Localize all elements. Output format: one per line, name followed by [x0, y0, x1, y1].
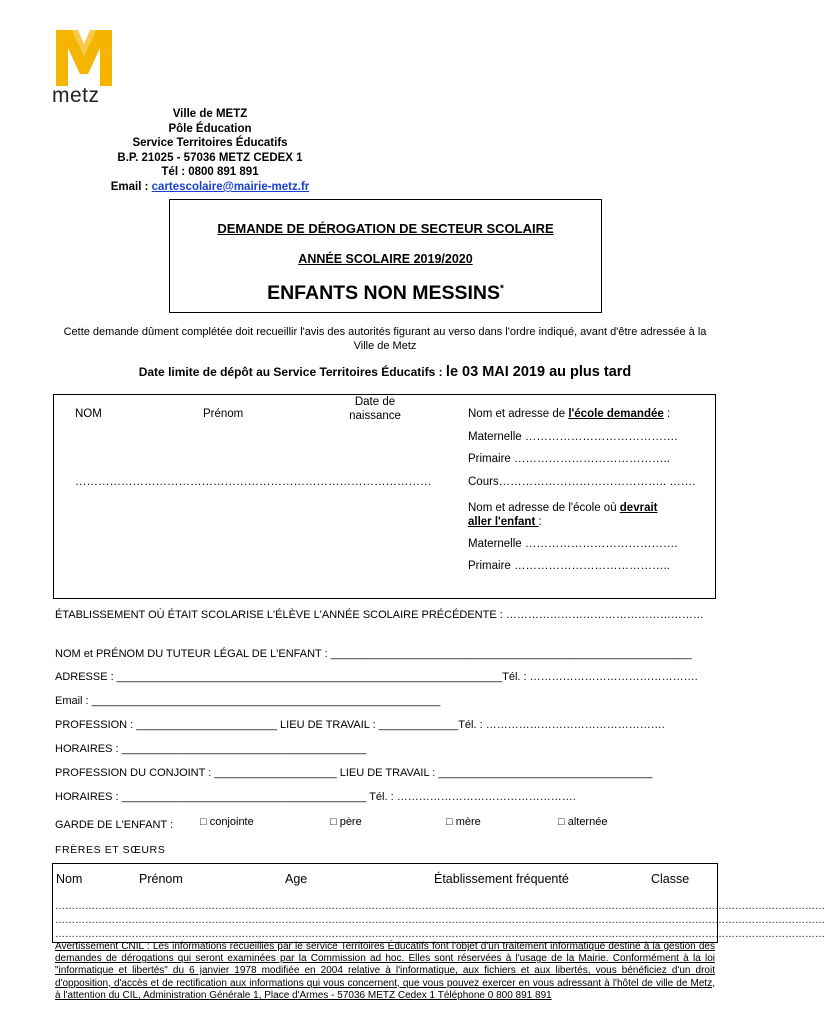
prenom-label: Prénom — [203, 408, 244, 420]
email-link[interactable]: cartescolaire@mairie-metz.fr — [151, 180, 310, 193]
requested-primaire[interactable]: Primaire ………………………………….. — [468, 453, 670, 465]
siblings-header-classe: Classe — [651, 872, 690, 886]
requested-prefix: Nom et adresse de — [468, 408, 569, 420]
garde-option-conjointe[interactable]: □ conjointe — [200, 816, 254, 828]
email-label: Email : — [110, 180, 152, 193]
garde-option-alternee[interactable]: □ alternée — [558, 816, 608, 828]
header-line: Ville de METZ — [172, 108, 248, 120]
siblings-row[interactable]: …………………………………………………………………………………………………………………………………………………………………………………………………………… — [55, 929, 825, 940]
header-line: Service Territoires Éducatifs — [132, 137, 288, 150]
siblings-header-prenom: Prénom — [139, 872, 183, 886]
siblings-label: FRÈRES ET SŒURS — [55, 844, 166, 856]
should-prefix: Nom et adresse de l'école où — [468, 502, 620, 514]
header-line: Tél : 0800 891 891 — [161, 166, 259, 179]
date-line2: naissance — [349, 410, 401, 422]
requested-school-label — [468, 408, 670, 420]
requested-suffix: : — [663, 408, 671, 420]
profession-conjoint-field[interactable]: PROFESSION DU CONJOINT : ____________________ LIEU DE TRAVAIL : ___________________________________ — [55, 767, 653, 779]
siblings-row[interactable]: …………………………………………………………………………………………………………………………………………………………………………………………………………… — [55, 901, 825, 912]
header-address — [95, 107, 325, 195]
adresse-field[interactable]: ADRESSE : _______________________________________________________________Tél. : ………………………………………. — [55, 671, 698, 683]
date-naissance-label — [340, 395, 410, 423]
should-primaire[interactable]: Primaire ………………………………….. — [468, 560, 670, 572]
nom-label: NOM — [75, 408, 102, 420]
logo-word: metz — [52, 84, 100, 107]
siblings-table — [52, 863, 825, 943]
etablissement-field[interactable]: ÉTABLISSEMENT OÙ ÉTAIT SCOLARISE L'ÉLÈVE L'ANNÉE SCOLAIRE PRÉCÉDENTE : ……………………………………………… — [55, 609, 704, 621]
should-line2 — [468, 515, 658, 529]
should-bold2: aller l'enfant — [468, 516, 539, 528]
header-email-line — [95, 180, 325, 195]
title-line1: DEMANDE DE DÉROGATION DE SECTEUR SCOLAIRE — [217, 221, 554, 236]
date-line1: Date de — [354, 396, 396, 408]
requested-maternelle[interactable]: Maternelle …………………………………. — [468, 431, 678, 443]
deadline-label: Date limite de dépôt au Service Territoires Éducatifs : — [138, 365, 446, 379]
metz-m-icon — [52, 30, 116, 88]
garde-label: GARDE DE L'ENFANT : — [55, 819, 174, 831]
should-suffix: : — [538, 516, 542, 528]
title-line3 — [170, 282, 601, 305]
title-line2: ANNÉE SCOLAIRE 2019/2020 — [298, 252, 473, 266]
horaires-field[interactable]: HORAIRES : ________________________________________ — [55, 743, 367, 755]
requested-bold: l'école demandée — [568, 408, 664, 420]
intro-text: Cette demande dûment complétée doit recueillir l'avis des autorités figurant au verso dans l'ordre indiqué, avant d'être adressée à la Ville de Metz — [63, 326, 707, 352]
metz-logo — [52, 30, 122, 106]
title-star: * — [500, 283, 504, 295]
horaires-conjoint-field[interactable]: HORAIRES : ________________________________________ Tél. : …………………………………………. — [55, 791, 576, 803]
deadline — [60, 363, 710, 381]
profession-field[interactable]: PROFESSION : _______________________ LIEU DE TRAVAIL : _____________Tél. : …………………………………………. — [55, 719, 665, 731]
siblings-header-etablissement: Établissement fréquenté — [434, 872, 569, 886]
title-box — [169, 199, 602, 313]
siblings-header-age: Age — [285, 872, 308, 886]
header-line: B.P. 21025 - 57036 METZ CEDEX 1 — [117, 151, 303, 164]
should-school-label — [468, 501, 658, 529]
should-maternelle[interactable]: Maternelle …………………………………. — [468, 538, 678, 550]
child-name-dots[interactable]: ………………………………………………………………………………… — [75, 476, 432, 488]
tuteur-field[interactable]: NOM et PRÉNOM DU TUTEUR LÉGAL DE L'ENFANT : ___________________________________________________________ — [55, 648, 692, 660]
siblings-header-nom: Nom — [56, 872, 83, 886]
should-bold1: devrait — [619, 502, 658, 514]
header-line: Pôle Éducation — [168, 122, 252, 135]
title-main: ENFANTS NON MESSINS — [267, 282, 501, 304]
siblings-row[interactable]: …………………………………………………………………………………………………………………………………………………………………………………………………………… — [55, 915, 825, 926]
garde-option-pere[interactable]: □ père — [330, 816, 362, 828]
email-field[interactable]: Email : _________________________________________________________ — [55, 695, 441, 707]
requested-cours[interactable]: Cours…………………………………….. ……. — [468, 476, 696, 488]
deadline-value: le 03 MAI 2019 au plus tard — [445, 364, 632, 380]
garde-option-mere[interactable]: □ mère — [446, 816, 481, 828]
cnil-notice: Avertissement CNIL : Les informations recueillies par le service Territoires Éducatifs font l'objet d'un traitement informatique destiné à la gestion des demandes de dérogations qui seront examinées par la Commission ad hoc. Elles sont réservées à l'usage de la Mairie. Conformément à la loi "informatique et libertés" du 6 janvier 1978 modifiée en 2004 relative à l'informatique, aux fichiers et aux libertés, vous bénéficiez d'un droit d'opposition, d'accès et de rectification aux informations qui vous concernent, que vous pouvez exercer en vous adressant à l'hôtel de ville de Metz, à l'attention du CIL, Administration Générale 1, Place d'Armes - 57036 METZ Cedex 1 Téléphone 0 800 891 891 — [55, 941, 715, 1001]
should-line1 — [468, 501, 658, 515]
